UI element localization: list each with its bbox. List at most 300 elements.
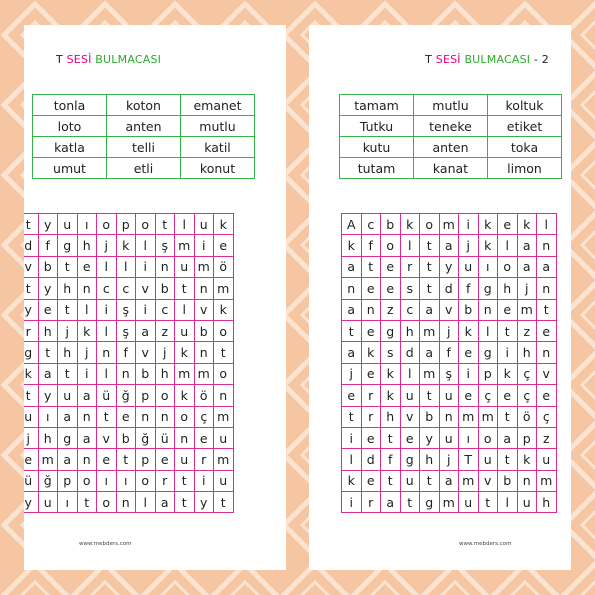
- grid-cell[interactable]: t: [155, 214, 175, 235]
- grid-cell[interactable]: h: [155, 363, 175, 384]
- grid-cell[interactable]: l: [478, 320, 498, 341]
- grid-cell[interactable]: a: [498, 427, 518, 448]
- grid-cell[interactable]: j: [58, 320, 78, 341]
- grid-cell[interactable]: o: [155, 385, 175, 406]
- grid-cell[interactable]: m: [478, 406, 498, 427]
- grid-cell[interactable]: o: [381, 235, 401, 256]
- grid-cell[interactable]: o: [478, 427, 498, 448]
- grid-cell[interactable]: t: [175, 278, 195, 299]
- grid-cell[interactable]: a: [38, 363, 58, 384]
- grid-cell[interactable]: b: [459, 299, 479, 320]
- grid-cell[interactable]: k: [517, 214, 537, 235]
- grid-cell[interactable]: k: [342, 470, 362, 491]
- grid-cell[interactable]: k: [381, 385, 401, 406]
- grid-cell[interactable]: f: [361, 235, 381, 256]
- grid-cell[interactable]: j: [459, 235, 479, 256]
- grid-cell[interactable]: y: [38, 385, 58, 406]
- grid-cell[interactable]: b: [420, 406, 440, 427]
- grid-cell[interactable]: y: [194, 492, 214, 513]
- grid-cell[interactable]: v: [439, 299, 459, 320]
- grid-cell[interactable]: b: [136, 363, 156, 384]
- grid-cell[interactable]: y: [38, 214, 58, 235]
- grid-cell[interactable]: l: [175, 214, 195, 235]
- grid-cell[interactable]: e: [498, 385, 518, 406]
- grid-cell[interactable]: e: [194, 427, 214, 448]
- grid-cell[interactable]: z: [381, 299, 401, 320]
- grid-cell[interactable]: ş: [116, 320, 136, 341]
- grid-cell[interactable]: l: [400, 235, 420, 256]
- grid-cell[interactable]: g: [58, 235, 78, 256]
- grid-cell[interactable]: e: [361, 278, 381, 299]
- grid-cell[interactable]: v: [136, 278, 156, 299]
- grid-cell[interactable]: o: [175, 406, 195, 427]
- grid-cell[interactable]: z: [537, 427, 557, 448]
- grid-cell[interactable]: k: [175, 342, 195, 363]
- grid-cell[interactable]: k: [478, 214, 498, 235]
- grid-cell[interactable]: t: [58, 256, 78, 277]
- grid-cell[interactable]: a: [420, 342, 440, 363]
- grid-cell[interactable]: a: [58, 406, 78, 427]
- grid-cell[interactable]: r: [361, 492, 381, 513]
- grid-cell[interactable]: ş: [116, 299, 136, 320]
- grid-cell[interactable]: k: [214, 214, 234, 235]
- grid-cell[interactable]: v: [136, 342, 156, 363]
- grid-cell[interactable]: e: [361, 363, 381, 384]
- grid-cell[interactable]: o: [97, 214, 117, 235]
- grid-cell[interactable]: h: [38, 427, 58, 448]
- grid-cell[interactable]: b: [155, 278, 175, 299]
- grid-cell[interactable]: e: [381, 278, 401, 299]
- grid-cell[interactable]: e: [459, 385, 479, 406]
- grid-cell[interactable]: ğ: [136, 427, 156, 448]
- grid-cell[interactable]: a: [77, 385, 97, 406]
- grid-cell[interactable]: e: [498, 214, 518, 235]
- grid-cell[interactable]: c: [361, 214, 381, 235]
- grid-cell[interactable]: t: [38, 342, 58, 363]
- grid-cell[interactable]: k: [478, 235, 498, 256]
- grid-cell[interactable]: e: [361, 320, 381, 341]
- grid-cell[interactable]: l: [400, 363, 420, 384]
- grid-cell[interactable]: a: [155, 492, 175, 513]
- grid-cell[interactable]: h: [381, 406, 401, 427]
- grid-cell[interactable]: y: [24, 299, 38, 320]
- grid-cell[interactable]: f: [38, 235, 58, 256]
- grid-cell[interactable]: b: [498, 470, 518, 491]
- grid-cell[interactable]: y: [38, 278, 58, 299]
- grid-cell[interactable]: v: [537, 363, 557, 384]
- grid-cell[interactable]: i: [459, 214, 479, 235]
- grid-cell[interactable]: n: [77, 406, 97, 427]
- grid-cell[interactable]: ğ: [38, 470, 58, 491]
- grid-cell[interactable]: p: [136, 385, 156, 406]
- grid-cell[interactable]: v: [97, 427, 117, 448]
- grid-cell[interactable]: j: [77, 342, 97, 363]
- grid-cell[interactable]: u: [517, 492, 537, 513]
- grid-cell[interactable]: ş: [439, 363, 459, 384]
- grid-cell[interactable]: v: [194, 299, 214, 320]
- grid-cell[interactable]: h: [58, 278, 78, 299]
- grid-cell[interactable]: r: [194, 449, 214, 470]
- grid-cell[interactable]: e: [361, 427, 381, 448]
- grid-cell[interactable]: s: [381, 342, 401, 363]
- grid-cell[interactable]: e: [116, 406, 136, 427]
- grid-cell[interactable]: n: [175, 427, 195, 448]
- grid-cell[interactable]: u: [175, 320, 195, 341]
- grid-cell[interactable]: a: [77, 427, 97, 448]
- grid-cell[interactable]: u: [400, 470, 420, 491]
- grid-cell[interactable]: f: [459, 278, 479, 299]
- grid-cell[interactable]: m: [420, 363, 440, 384]
- grid-cell[interactable]: j: [517, 278, 537, 299]
- grid-cell[interactable]: A: [342, 214, 362, 235]
- grid-cell[interactable]: e: [38, 299, 58, 320]
- grid-cell[interactable]: u: [439, 427, 459, 448]
- grid-cell[interactable]: n: [194, 278, 214, 299]
- grid-cell[interactable]: n: [77, 278, 97, 299]
- grid-cell[interactable]: h: [537, 492, 557, 513]
- grid-cell[interactable]: t: [342, 320, 362, 341]
- grid-cell[interactable]: o: [420, 214, 440, 235]
- grid-cell[interactable]: a: [439, 235, 459, 256]
- grid-cell[interactable]: g: [400, 449, 420, 470]
- grid-cell[interactable]: a: [381, 492, 401, 513]
- grid-cell[interactable]: i: [194, 235, 214, 256]
- grid-cell[interactable]: g: [58, 427, 78, 448]
- grid-cell[interactable]: n: [77, 449, 97, 470]
- grid-cell[interactable]: u: [400, 385, 420, 406]
- grid-cell[interactable]: t: [420, 385, 440, 406]
- grid-cell[interactable]: m: [175, 235, 195, 256]
- grid-cell[interactable]: l: [97, 256, 117, 277]
- grid-cell[interactable]: ı: [97, 470, 117, 491]
- grid-cell[interactable]: t: [342, 406, 362, 427]
- grid-cell[interactable]: g: [478, 278, 498, 299]
- grid-cell[interactable]: t: [58, 363, 78, 384]
- grid-cell[interactable]: ı: [478, 256, 498, 277]
- grid-cell[interactable]: k: [400, 214, 420, 235]
- grid-cell[interactable]: p: [517, 427, 537, 448]
- grid-cell[interactable]: k: [24, 363, 38, 384]
- grid-cell[interactable]: l: [498, 492, 518, 513]
- grid-cell[interactable]: n: [155, 256, 175, 277]
- grid-cell[interactable]: z: [517, 320, 537, 341]
- grid-cell[interactable]: b: [381, 214, 401, 235]
- grid-cell[interactable]: y: [24, 492, 38, 513]
- grid-cell[interactable]: n: [439, 406, 459, 427]
- grid-cell[interactable]: o: [136, 470, 156, 491]
- grid-cell[interactable]: j: [439, 449, 459, 470]
- grid-cell[interactable]: l: [175, 299, 195, 320]
- grid-cell[interactable]: l: [342, 449, 362, 470]
- grid-cell[interactable]: u: [214, 427, 234, 448]
- grid-cell[interactable]: d: [361, 449, 381, 470]
- grid-cell[interactable]: n: [116, 492, 136, 513]
- grid-cell[interactable]: s: [400, 278, 420, 299]
- grid-cell[interactable]: t: [420, 278, 440, 299]
- grid-cell[interactable]: ı: [58, 492, 78, 513]
- grid-cell[interactable]: i: [97, 299, 117, 320]
- grid-cell[interactable]: i: [498, 342, 518, 363]
- grid-cell[interactable]: l: [77, 299, 97, 320]
- grid-cell[interactable]: u: [58, 385, 78, 406]
- grid-cell[interactable]: m: [214, 449, 234, 470]
- grid-cell[interactable]: t: [498, 449, 518, 470]
- grid-cell[interactable]: e: [342, 385, 362, 406]
- grid-cell[interactable]: u: [459, 492, 479, 513]
- grid-cell[interactable]: e: [214, 235, 234, 256]
- grid-cell[interactable]: a: [58, 449, 78, 470]
- grid-cell[interactable]: a: [420, 299, 440, 320]
- grid-cell[interactable]: m: [214, 406, 234, 427]
- grid-cell[interactable]: h: [420, 449, 440, 470]
- grid-cell[interactable]: n: [116, 363, 136, 384]
- grid-cell[interactable]: ı: [459, 427, 479, 448]
- grid-cell[interactable]: t: [420, 470, 440, 491]
- grid-cell[interactable]: i: [77, 363, 97, 384]
- grid-cell[interactable]: t: [77, 492, 97, 513]
- grid-cell[interactable]: n: [361, 299, 381, 320]
- grid-cell[interactable]: m: [38, 449, 58, 470]
- grid-cell[interactable]: u: [175, 449, 195, 470]
- grid-cell[interactable]: c: [116, 278, 136, 299]
- grid-cell[interactable]: t: [498, 320, 518, 341]
- grid-cell[interactable]: t: [537, 299, 557, 320]
- grid-cell[interactable]: e: [537, 385, 557, 406]
- grid-cell[interactable]: y: [420, 427, 440, 448]
- grid-cell[interactable]: n: [97, 342, 117, 363]
- grid-cell[interactable]: g: [478, 342, 498, 363]
- grid-cell[interactable]: a: [439, 470, 459, 491]
- grid-cell[interactable]: j: [439, 320, 459, 341]
- grid-cell[interactable]: h: [498, 278, 518, 299]
- grid-cell[interactable]: o: [136, 214, 156, 235]
- grid-cell[interactable]: p: [58, 470, 78, 491]
- grid-cell[interactable]: ğ: [116, 385, 136, 406]
- grid-cell[interactable]: t: [24, 385, 38, 406]
- grid-cell[interactable]: v: [24, 256, 38, 277]
- grid-cell[interactable]: u: [58, 214, 78, 235]
- grid-cell[interactable]: n: [478, 299, 498, 320]
- grid-cell[interactable]: n: [136, 406, 156, 427]
- grid-cell[interactable]: ü: [24, 470, 38, 491]
- grid-cell[interactable]: o: [214, 320, 234, 341]
- grid-cell[interactable]: i: [459, 363, 479, 384]
- grid-cell[interactable]: m: [517, 299, 537, 320]
- grid-cell[interactable]: h: [77, 235, 97, 256]
- grid-cell[interactable]: ı: [116, 470, 136, 491]
- grid-cell[interactable]: g: [381, 320, 401, 341]
- grid-cell[interactable]: i: [342, 492, 362, 513]
- grid-cell[interactable]: t: [478, 492, 498, 513]
- grid-cell[interactable]: e: [97, 449, 117, 470]
- grid-cell[interactable]: v: [400, 406, 420, 427]
- grid-cell[interactable]: m: [420, 320, 440, 341]
- grid-cell[interactable]: r: [361, 385, 381, 406]
- grid-cell[interactable]: j: [24, 427, 38, 448]
- grid-cell[interactable]: v: [478, 470, 498, 491]
- grid-cell[interactable]: ü: [97, 385, 117, 406]
- grid-cell[interactable]: f: [116, 342, 136, 363]
- grid-cell[interactable]: ı: [77, 214, 97, 235]
- grid-cell[interactable]: o: [97, 492, 117, 513]
- grid-cell[interactable]: e: [361, 470, 381, 491]
- grid-cell[interactable]: d: [24, 235, 38, 256]
- grid-cell[interactable]: l: [498, 235, 518, 256]
- grid-cell[interactable]: i: [136, 299, 156, 320]
- grid-cell[interactable]: k: [381, 363, 401, 384]
- grid-cell[interactable]: i: [136, 256, 156, 277]
- grid-cell[interactable]: n: [155, 406, 175, 427]
- grid-cell[interactable]: t: [24, 214, 38, 235]
- grid-cell[interactable]: r: [155, 470, 175, 491]
- grid-cell[interactable]: t: [214, 342, 234, 363]
- grid-cell[interactable]: t: [381, 470, 401, 491]
- grid-cell[interactable]: t: [175, 470, 195, 491]
- grid-cell[interactable]: l: [97, 320, 117, 341]
- grid-cell[interactable]: ü: [155, 427, 175, 448]
- grid-cell[interactable]: ç: [517, 385, 537, 406]
- grid-cell[interactable]: e: [77, 256, 97, 277]
- grid-cell[interactable]: h: [38, 320, 58, 341]
- grid-cell[interactable]: n: [537, 278, 557, 299]
- grid-cell[interactable]: k: [116, 235, 136, 256]
- grid-cell[interactable]: b: [38, 256, 58, 277]
- grid-cell[interactable]: l: [97, 363, 117, 384]
- grid-cell[interactable]: t: [175, 492, 195, 513]
- grid-cell[interactable]: t: [24, 278, 38, 299]
- grid-cell[interactable]: k: [214, 299, 234, 320]
- grid-cell[interactable]: n: [194, 342, 214, 363]
- grid-cell[interactable]: ö: [194, 385, 214, 406]
- grid-cell[interactable]: o: [498, 256, 518, 277]
- grid-cell[interactable]: k: [175, 385, 195, 406]
- grid-cell[interactable]: k: [342, 235, 362, 256]
- grid-cell[interactable]: e: [400, 427, 420, 448]
- grid-cell[interactable]: l: [136, 492, 156, 513]
- grid-cell[interactable]: p: [478, 363, 498, 384]
- grid-cell[interactable]: n: [517, 470, 537, 491]
- grid-cell[interactable]: n: [214, 385, 234, 406]
- grid-cell[interactable]: t: [97, 406, 117, 427]
- grid-cell[interactable]: u: [478, 449, 498, 470]
- grid-cell[interactable]: o: [214, 363, 234, 384]
- grid-cell[interactable]: a: [136, 320, 156, 341]
- grid-cell[interactable]: m: [214, 278, 234, 299]
- grid-cell[interactable]: t: [116, 449, 136, 470]
- grid-cell[interactable]: e: [498, 299, 518, 320]
- grid-cell[interactable]: u: [214, 470, 234, 491]
- grid-cell[interactable]: z: [155, 320, 175, 341]
- grid-cell[interactable]: l: [116, 256, 136, 277]
- grid-cell[interactable]: m: [459, 406, 479, 427]
- grid-cell[interactable]: u: [194, 214, 214, 235]
- grid-cell[interactable]: k: [361, 342, 381, 363]
- grid-cell[interactable]: t: [381, 427, 401, 448]
- grid-cell[interactable]: f: [381, 449, 401, 470]
- grid-cell[interactable]: u: [175, 256, 195, 277]
- grid-cell[interactable]: m: [194, 256, 214, 277]
- grid-cell[interactable]: ö: [214, 256, 234, 277]
- grid-cell[interactable]: u: [459, 256, 479, 277]
- grid-cell[interactable]: ç: [478, 385, 498, 406]
- grid-cell[interactable]: ö: [517, 406, 537, 427]
- grid-cell[interactable]: r: [400, 256, 420, 277]
- grid-cell[interactable]: l: [136, 235, 156, 256]
- grid-cell[interactable]: y: [439, 256, 459, 277]
- grid-cell[interactable]: o: [77, 470, 97, 491]
- grid-cell[interactable]: n: [342, 278, 362, 299]
- grid-cell[interactable]: i: [194, 470, 214, 491]
- grid-cell[interactable]: d: [400, 342, 420, 363]
- grid-cell[interactable]: t: [214, 492, 234, 513]
- grid-cell[interactable]: n: [537, 235, 557, 256]
- grid-cell[interactable]: k: [77, 320, 97, 341]
- grid-cell[interactable]: h: [400, 320, 420, 341]
- grid-cell[interactable]: e: [459, 342, 479, 363]
- grid-cell[interactable]: r: [361, 406, 381, 427]
- grid-cell[interactable]: a: [342, 299, 362, 320]
- grid-cell[interactable]: e: [24, 449, 38, 470]
- grid-cell[interactable]: u: [439, 385, 459, 406]
- grid-cell[interactable]: ç: [517, 363, 537, 384]
- grid-cell[interactable]: c: [97, 278, 117, 299]
- grid-cell[interactable]: p: [136, 449, 156, 470]
- grid-cell[interactable]: u: [38, 492, 58, 513]
- grid-cell[interactable]: m: [175, 363, 195, 384]
- grid-cell[interactable]: k: [459, 320, 479, 341]
- grid-cell[interactable]: p: [116, 214, 136, 235]
- grid-cell[interactable]: ç: [194, 406, 214, 427]
- grid-cell[interactable]: t: [58, 299, 78, 320]
- grid-cell[interactable]: t: [498, 406, 518, 427]
- grid-cell[interactable]: e: [155, 449, 175, 470]
- grid-cell[interactable]: T: [459, 449, 479, 470]
- grid-cell[interactable]: g: [420, 492, 440, 513]
- grid-cell[interactable]: a: [537, 256, 557, 277]
- grid-cell[interactable]: m: [537, 470, 557, 491]
- grid-cell[interactable]: t: [420, 235, 440, 256]
- grid-cell[interactable]: k: [517, 449, 537, 470]
- grid-cell[interactable]: a: [517, 235, 537, 256]
- grid-cell[interactable]: a: [517, 256, 537, 277]
- grid-cell[interactable]: t: [361, 256, 381, 277]
- grid-cell[interactable]: j: [155, 342, 175, 363]
- grid-cell[interactable]: e: [537, 320, 557, 341]
- grid-cell[interactable]: h: [517, 342, 537, 363]
- grid-cell[interactable]: j: [342, 363, 362, 384]
- grid-cell[interactable]: b: [116, 427, 136, 448]
- grid-cell[interactable]: e: [381, 256, 401, 277]
- grid-cell[interactable]: c: [155, 299, 175, 320]
- grid-cell[interactable]: c: [400, 299, 420, 320]
- grid-cell[interactable]: k: [498, 363, 518, 384]
- grid-cell[interactable]: ş: [155, 235, 175, 256]
- grid-cell[interactable]: a: [342, 342, 362, 363]
- grid-cell[interactable]: m: [439, 492, 459, 513]
- grid-cell[interactable]: ı: [38, 406, 58, 427]
- grid-cell[interactable]: b: [194, 320, 214, 341]
- grid-cell[interactable]: f: [439, 342, 459, 363]
- grid-cell[interactable]: j: [97, 235, 117, 256]
- grid-cell[interactable]: m: [459, 470, 479, 491]
- grid-cell[interactable]: i: [342, 427, 362, 448]
- grid-cell[interactable]: r: [24, 320, 38, 341]
- grid-cell[interactable]: u: [537, 449, 557, 470]
- grid-cell[interactable]: h: [58, 342, 78, 363]
- grid-cell[interactable]: a: [342, 256, 362, 277]
- grid-cell[interactable]: t: [400, 492, 420, 513]
- grid-cell[interactable]: u: [24, 406, 38, 427]
